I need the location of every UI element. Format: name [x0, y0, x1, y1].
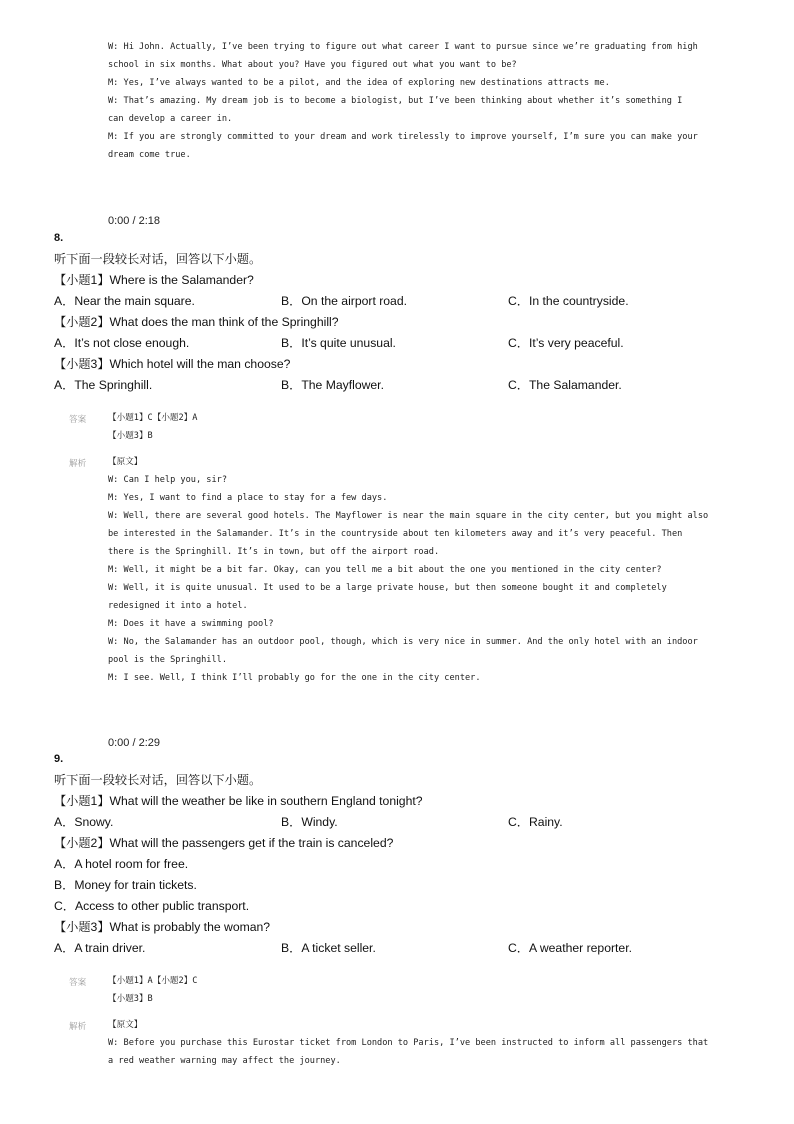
transcript-line: M: Yes, I’ve always wanted to be a pilot, and the idea of exploring new destinations attracts me.	[108, 78, 610, 88]
option-b[interactable]: B．It’s quite unusual.	[281, 336, 396, 350]
subquestion-1: 【小题1】Where is the Salamander?	[54, 273, 254, 287]
question-instruction: 听下面一段较长对话，回答以下小题。	[54, 252, 262, 266]
option-c[interactable]: C．It’s very peaceful.	[508, 336, 624, 350]
analysis-line: W: Well, it is quite unusual. It used to be a large private house, but then someone bought it and completely	[108, 583, 667, 593]
transcript-line: M: If you are strongly committed to your dream and work tirelessly to improve yourself, I’m sure you can make your	[108, 132, 698, 142]
subquestion-1: 【小题1】What will the weather be like in southern England tonight?	[54, 794, 423, 808]
subquestion-3: 【小题3】Which hotel will the man choose?	[54, 357, 291, 371]
option-a[interactable]: A．Snowy.	[54, 815, 114, 829]
analysis-line: M: Yes, I want to find a place to stay for a few days.	[108, 493, 388, 503]
transcript-line: dream come true.	[108, 150, 191, 160]
answer-label: 答案	[69, 978, 87, 988]
answer-line: 【小题3】B	[108, 994, 153, 1004]
answer-line: 【小题1】C【小题2】A	[108, 413, 198, 423]
transcript-line: school in six months. What about you? Have you figured out what you want to be?	[108, 60, 517, 70]
answer-line: 【小题3】B	[108, 431, 153, 441]
analysis-line: M: I see. Well, I think I’ll probably go for the one in the city center.	[108, 673, 481, 683]
transcript-line: W: That’s amazing. My dream job is to become a biologist, but I’ve been thinking about whether it’s something I	[108, 96, 683, 106]
option-c[interactable]: C．Rainy.	[508, 815, 563, 829]
transcript-line: can develop a career in.	[108, 114, 233, 124]
option-a[interactable]: A．The Springhill.	[54, 378, 153, 392]
audio-player-time[interactable]: 0:00 / 2:18	[108, 215, 160, 227]
analysis-line: be interested in the Salamander. It’s in the countryside about ten kilometers away and it’s very peaceful. Then	[108, 529, 683, 539]
analysis-line: W: Before you purchase this Eurostar ticket from London to Paris, I’ve been instructed to inform all passengers that	[108, 1038, 709, 1048]
analysis-line: W: No, the Salamander has an outdoor pool, though, which is very nice in summer. And the only hotel with an indoor	[108, 637, 698, 647]
analysis-line: redesigned it into a hotel.	[108, 601, 248, 611]
analysis-line: M: Does it have a swimming pool?	[108, 619, 274, 629]
option-a[interactable]: A．Near the main square.	[54, 294, 195, 308]
option-a[interactable]: A．A train driver.	[54, 941, 146, 955]
question-instruction: 听下面一段较长对话，回答以下小题。	[54, 773, 262, 787]
option-c[interactable]: C．Access to other public transport.	[54, 899, 250, 913]
answer-block	[108, 972, 197, 1008]
option-b[interactable]: B．The Mayflower.	[281, 378, 384, 392]
analysis-line: W: Well, there are several good hotels. The Mayflower is near the main square in the city center, but you might also	[108, 511, 709, 521]
option-b[interactable]: B．On the airport road.	[281, 294, 407, 308]
prior-transcript	[108, 38, 723, 164]
analysis-line: pool is the Springhill.	[108, 655, 227, 665]
analysis-line: M: Well, it might be a bit far. Okay, can you tell me a bit about the one you mentioned in the city center?	[108, 565, 662, 575]
option-a[interactable]: A．It’s not close enough.	[54, 336, 190, 350]
subquestion-2: 【小题2】What does the man think of the Springhill?	[54, 315, 339, 329]
option-b[interactable]: B．Money for train tickets.	[54, 878, 197, 892]
audio-player-time[interactable]: 0:00 / 2:29	[108, 737, 160, 749]
analysis-line: there is the Springhill. It’s in town, but off the airport road.	[108, 547, 440, 557]
answer-line: 【小题1】A【小题2】C	[108, 976, 198, 986]
option-c[interactable]: C．A weather reporter.	[508, 941, 632, 955]
transcript-line: W: Hi John. Actually, I’ve been trying to figure out what career I want to pursue since we’re graduating from high	[108, 42, 698, 52]
analysis-line: a red weather warning may affect the journey.	[108, 1056, 341, 1066]
option-b[interactable]: B．A ticket seller.	[281, 941, 376, 955]
analysis-line: 【原文】	[108, 1020, 143, 1030]
analysis-transcript	[108, 1016, 723, 1070]
analysis-line: 【原文】	[108, 457, 143, 467]
analysis-label: 解析	[69, 459, 87, 469]
option-c[interactable]: C．The Salamander.	[508, 378, 622, 392]
option-b[interactable]: B．Windy.	[281, 815, 338, 829]
option-c[interactable]: C．In the countryside.	[508, 294, 629, 308]
option-a[interactable]: A．A hotel room for free.	[54, 857, 189, 871]
answer-block	[108, 409, 197, 445]
analysis-line: W: Can I help you, sir?	[108, 475, 227, 485]
question-number: 9.	[54, 753, 64, 765]
subquestion-2: 【小题2】What will the passengers get if the train is canceled?	[54, 836, 394, 850]
question-number: 8.	[54, 232, 64, 244]
answer-label: 答案	[69, 415, 87, 425]
subquestion-3: 【小题3】What is probably the woman?	[54, 920, 271, 934]
analysis-transcript	[108, 453, 723, 687]
analysis-label: 解析	[69, 1022, 87, 1032]
